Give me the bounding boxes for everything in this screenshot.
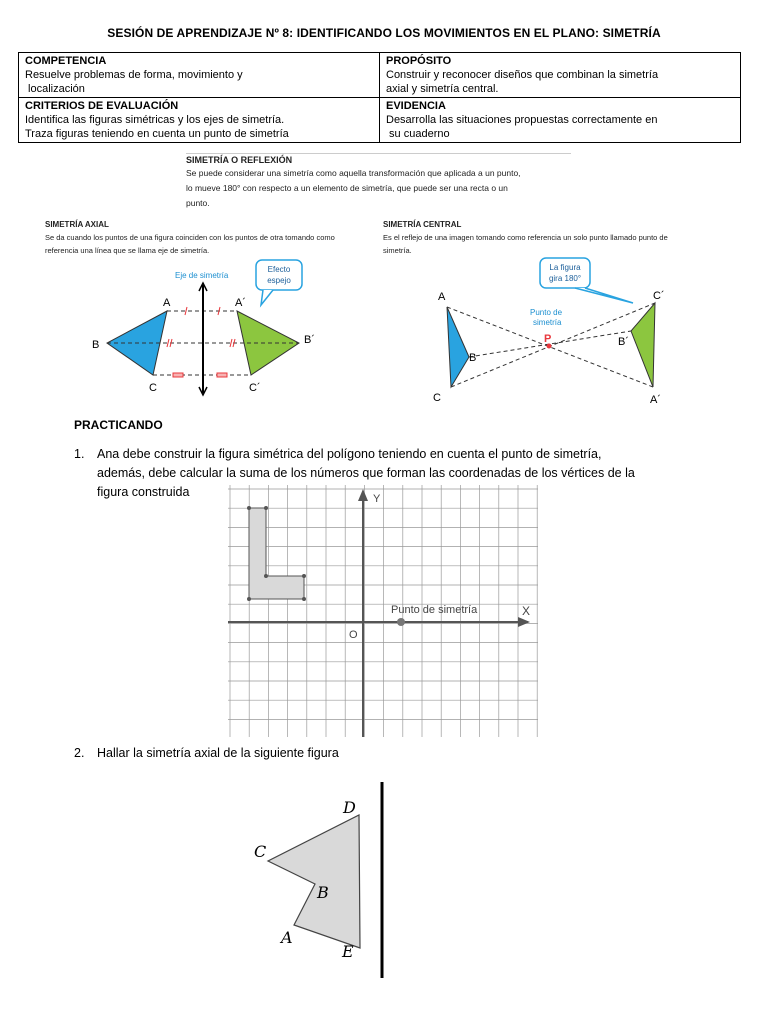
reflection-header: SIMETRÍA O REFLEXIÓN bbox=[186, 155, 293, 165]
proposito-line2: axial y simetría central. bbox=[386, 83, 499, 95]
proposito-header: PROPÓSITO bbox=[386, 55, 452, 67]
tick-marks bbox=[167, 307, 235, 347]
green-triangle bbox=[631, 303, 655, 387]
central-line2: simetría. bbox=[383, 246, 412, 255]
exercise-1-line2: además, debe calcular la suma de los números que forman las coordenadas de los vértices de la bbox=[97, 466, 635, 480]
point-label-1: Punto de bbox=[530, 308, 563, 317]
axial-section bbox=[45, 220, 375, 257]
axial-line1: Se da cuando los puntos de una figura coinciden con los puntos de otra tomando como bbox=[45, 233, 335, 242]
exercise-1-line3: figura construida bbox=[97, 485, 190, 499]
center-label: P bbox=[544, 333, 552, 345]
axial-exercise-figure bbox=[250, 780, 400, 980]
label-c: C bbox=[149, 382, 157, 394]
criterios-cell bbox=[19, 98, 380, 143]
label-b-prime: B´ bbox=[304, 334, 315, 346]
label-c-prime: C´ bbox=[653, 290, 665, 302]
label-c: C bbox=[254, 842, 267, 861]
document-title: SESIÓN DE APRENDIZAJE Nº 8: IDENTIFICANDO LOS MOVIMIENTOS EN EL PLANO: SIMETRÍA bbox=[107, 26, 661, 40]
label-e: E bbox=[342, 942, 354, 961]
symmetry-point-label: Punto de simetría bbox=[391, 604, 478, 616]
tick-box-left bbox=[173, 373, 183, 377]
label-a: A bbox=[438, 291, 446, 303]
central-header: SIMETRÍA CENTRAL bbox=[383, 220, 462, 229]
axis-label: Eje de simetría bbox=[175, 271, 229, 280]
bubble-text-1: La figura bbox=[549, 263, 581, 272]
axial-line2: referencia una línea que se llama eje de simetría. bbox=[45, 246, 210, 255]
bubble-tail bbox=[575, 288, 633, 303]
label-a: A bbox=[163, 297, 171, 309]
blue-triangle bbox=[447, 307, 469, 387]
y-axis-arrow bbox=[358, 489, 368, 501]
bubble-text-2: espejo bbox=[267, 276, 291, 285]
divider bbox=[186, 153, 571, 154]
exercise-2 bbox=[74, 744, 474, 764]
label-d: D bbox=[343, 798, 356, 817]
x-axis-arrow bbox=[518, 617, 530, 627]
central-section bbox=[383, 220, 728, 257]
evidencia-cell bbox=[380, 98, 741, 143]
proposito-cell bbox=[380, 53, 741, 98]
label-c: C bbox=[433, 392, 441, 404]
label-a: A bbox=[281, 928, 293, 947]
competencia-line2: localización bbox=[25, 83, 85, 95]
practice-title: PRACTICANDO bbox=[74, 418, 163, 432]
criterios-header: CRITERIOS DE EVALUACIÓN bbox=[25, 100, 179, 112]
competencia-header: COMPETENCIA bbox=[25, 55, 107, 67]
exercise-1-number: 1. bbox=[74, 447, 85, 461]
label-b: B bbox=[92, 339, 100, 351]
axial-diagram bbox=[85, 255, 325, 405]
criterios-line2: Traza figuras teniendo en cuenta un punto de simetría bbox=[25, 128, 289, 140]
gridlines bbox=[228, 485, 538, 737]
label-a-prime: A´ bbox=[235, 297, 246, 309]
label-b: B bbox=[317, 883, 329, 902]
exercise-2-text: Hallar la simetría axial de la siguiente figura bbox=[97, 746, 339, 760]
evidencia-header: EVIDENCIA bbox=[386, 100, 446, 112]
evidencia-line1: Desarrolla las situaciones propuestas correctamente en bbox=[386, 114, 658, 126]
bubble-tail bbox=[261, 290, 273, 305]
point-label-2: simetría bbox=[533, 318, 562, 327]
axial-header: SIMETRÍA AXIAL bbox=[45, 220, 109, 229]
central-line1: Es el reflejo de una imagen tomando como referencia un solo punto llamado punto de bbox=[383, 233, 668, 242]
reflection-line3: punto. bbox=[186, 198, 210, 208]
symmetry-point bbox=[397, 618, 405, 626]
tick-box-right bbox=[217, 373, 227, 377]
proposito-line1: Construir y reconocer diseños que combinan la simetría bbox=[386, 69, 659, 81]
bubble-text-2: gira 180° bbox=[548, 274, 582, 283]
reflection-line1: Se puede considerar una simetría como aquella transformación que aplicada a un punto, bbox=[186, 168, 521, 178]
x-axis-label: X bbox=[522, 604, 531, 618]
exercise-1-line1: Ana debe construir la figura simétrica del polígono teniendo en cuenta el punto de simetría, bbox=[97, 447, 602, 461]
y-axis-label: Y bbox=[373, 493, 381, 505]
central-diagram bbox=[425, 255, 685, 410]
label-c-prime: C´ bbox=[249, 382, 261, 394]
exercise-2-number: 2. bbox=[74, 746, 85, 760]
reflection-section bbox=[186, 153, 576, 211]
competencia-line1: Resuelve problemas de forma, movimiento y bbox=[25, 69, 243, 81]
label-b-prime: B´ bbox=[618, 336, 629, 348]
session-info-table bbox=[18, 52, 741, 143]
label-b: B bbox=[469, 352, 477, 364]
label-a-prime: A´ bbox=[650, 394, 661, 406]
origin-label: O bbox=[349, 629, 358, 641]
competencia-cell bbox=[19, 53, 380, 98]
criterios-line1: Identifica las figuras simétricas y los ejes de simetría. bbox=[25, 114, 285, 126]
bubble-text-1: Efecto bbox=[267, 265, 291, 274]
evidencia-line2: su cuaderno bbox=[386, 128, 450, 140]
reflection-line2: lo mueve 180° con respecto a un elemento de simetría, que puede ser una recta o un bbox=[186, 183, 508, 193]
coordinate-grid bbox=[228, 485, 540, 737]
l-shaped-polygon bbox=[249, 508, 304, 599]
